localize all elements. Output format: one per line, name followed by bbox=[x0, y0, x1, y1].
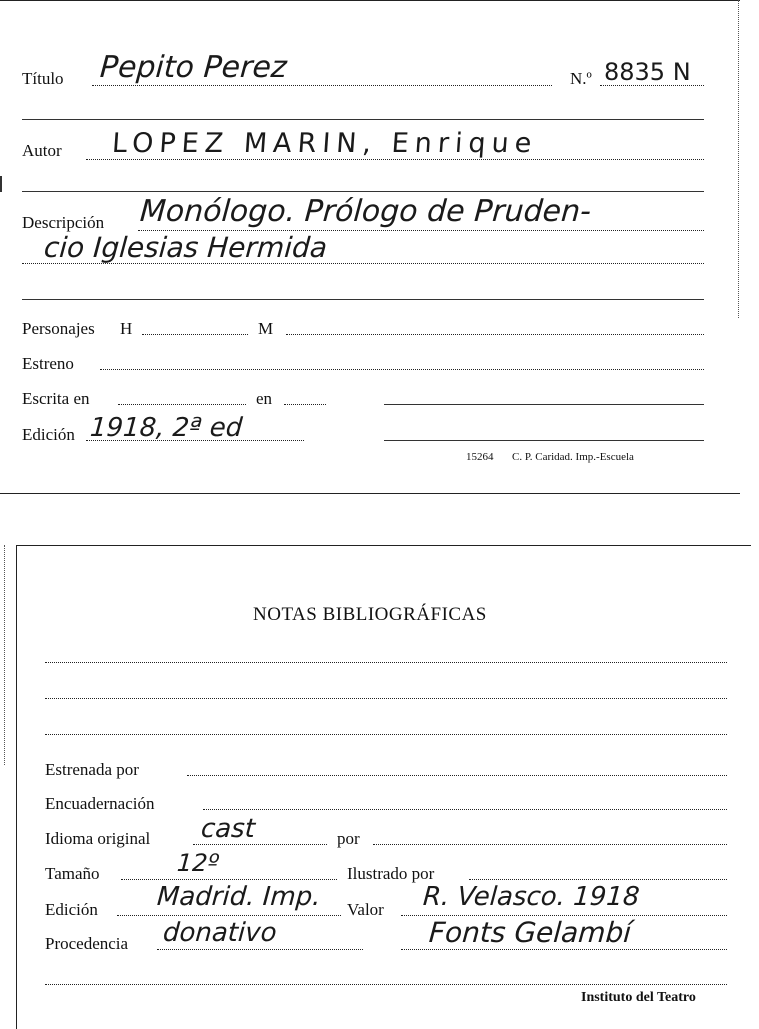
ilustrado-label: Ilustrado por bbox=[347, 864, 435, 883]
rule-3 bbox=[22, 299, 704, 300]
estrenada-line bbox=[187, 775, 727, 776]
personajes-h-line bbox=[142, 334, 248, 335]
back-edicion-label: Edición bbox=[45, 900, 98, 919]
scan-mark bbox=[0, 176, 2, 192]
catalog-card-front bbox=[0, 0, 740, 494]
procedencia-value: donativo bbox=[161, 918, 278, 948]
personajes-label: Personajes bbox=[22, 319, 95, 338]
notas-line-3 bbox=[45, 734, 727, 735]
notas-line-1 bbox=[45, 662, 727, 663]
procedencia-label: Procedencia bbox=[45, 934, 129, 953]
titulo-value: Pepito Perez bbox=[98, 50, 288, 85]
notas-heading: NOTAS BIBLIOGRÁFICAS bbox=[253, 604, 487, 625]
valor-label: Valor bbox=[347, 900, 384, 919]
tamano-label: Tamaño bbox=[45, 864, 100, 883]
back-edicion-value: Madrid. Imp. bbox=[155, 882, 322, 912]
estrenada-label: Estrenada por bbox=[45, 760, 139, 779]
valor-value: R. Velasco. 1918 bbox=[421, 882, 641, 912]
encuadernacion-line bbox=[203, 809, 727, 810]
catalog-card-back bbox=[16, 545, 751, 1029]
procedencia-extra: Fonts Gelambí bbox=[427, 916, 633, 949]
escrita-label: Escrita en bbox=[22, 389, 90, 408]
card-edge-left bbox=[4, 545, 5, 765]
estreno-label: Estreno bbox=[22, 354, 74, 373]
tamano-line bbox=[121, 879, 337, 880]
estreno-line bbox=[100, 369, 704, 370]
rule-1 bbox=[22, 119, 704, 120]
autor-label: Autor bbox=[22, 141, 62, 160]
rule-2 bbox=[22, 191, 704, 192]
idioma-label: Idioma original bbox=[45, 829, 151, 848]
autor-value: LOPEZ MARIN, Enrique bbox=[110, 128, 539, 159]
notas-line-last bbox=[45, 984, 727, 985]
titulo-label: Título bbox=[22, 69, 64, 88]
encuadernacion-label: Encuadernación bbox=[45, 794, 155, 813]
descripcion-value-2: cio Iglesias Hermida bbox=[42, 231, 329, 264]
tamano-value: 12º bbox=[176, 849, 220, 877]
personajes-h-label: H bbox=[120, 319, 133, 338]
idioma-line bbox=[193, 844, 327, 845]
back-edicion-line bbox=[117, 915, 341, 916]
numero-label: N.º bbox=[570, 69, 592, 88]
footer-institution: Instituto del Teatro bbox=[581, 990, 696, 1005]
numero-value: 8835 N bbox=[604, 58, 691, 86]
escrita-line bbox=[118, 404, 246, 405]
edicion-rule bbox=[384, 440, 704, 441]
escrita-en-label: en bbox=[256, 389, 273, 408]
descripcion-value-1: Monólogo. Prólogo de Pruden- bbox=[138, 194, 593, 229]
edicion-label: Edición bbox=[22, 425, 75, 444]
idioma-por-line bbox=[373, 844, 727, 845]
idioma-por-label: por bbox=[337, 829, 360, 848]
printer-imprint: C. P. Caridad. Imp.-Escuela bbox=[512, 451, 634, 463]
personajes-m-label: M bbox=[258, 319, 274, 338]
procedencia-line bbox=[157, 949, 363, 950]
escrita-rule bbox=[384, 404, 704, 405]
notas-line-2 bbox=[45, 698, 727, 699]
procedencia-line-2 bbox=[401, 949, 727, 950]
idioma-value: cast bbox=[199, 814, 257, 844]
personajes-m-line bbox=[286, 334, 704, 335]
ilustrado-line bbox=[469, 879, 727, 880]
edicion-value: 1918, 2ª ed bbox=[88, 413, 244, 443]
autor-line bbox=[86, 159, 704, 160]
printer-number: 15264 bbox=[466, 451, 494, 463]
card-edge-right bbox=[738, 0, 739, 318]
numero-line bbox=[600, 85, 704, 86]
titulo-line bbox=[92, 85, 552, 86]
escrita-en-line bbox=[284, 404, 326, 405]
descripcion-label: Descripción bbox=[22, 213, 105, 232]
